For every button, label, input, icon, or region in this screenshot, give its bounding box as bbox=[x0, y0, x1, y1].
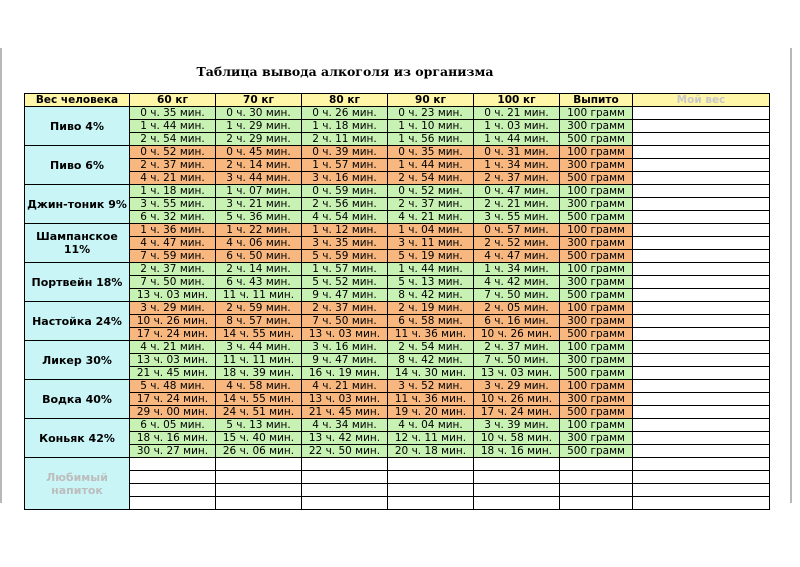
amount-cell: 100 грамм bbox=[560, 380, 633, 393]
time-cell: 1 ч. 12 мин. bbox=[302, 224, 388, 237]
header-drunk: Выпито bbox=[560, 94, 633, 107]
table-row bbox=[25, 341, 770, 354]
favorite-row bbox=[25, 471, 770, 484]
table-body bbox=[25, 107, 770, 510]
my-weight-cell[interactable] bbox=[633, 380, 770, 393]
time-cell: 4 ч. 21 мин. bbox=[388, 211, 474, 224]
time-cell: 2 ч. 14 мин. bbox=[216, 159, 302, 172]
amount-cell: 100 грамм bbox=[560, 224, 633, 237]
amount-cell: 300 грамм bbox=[560, 120, 633, 133]
favorite-cell[interactable] bbox=[130, 484, 216, 497]
amount-cell: 100 грамм bbox=[560, 341, 633, 354]
drink-name: Пиво 4% bbox=[25, 107, 130, 146]
time-cell: 6 ч. 32 мин. bbox=[130, 211, 216, 224]
my-weight-cell[interactable] bbox=[633, 393, 770, 406]
time-cell: 14 ч. 30 мин. bbox=[388, 367, 474, 380]
time-cell: 2 ч. 37 мин. bbox=[474, 341, 560, 354]
amount-cell: 500 грамм bbox=[560, 211, 633, 224]
my-weight-cell[interactable] bbox=[633, 367, 770, 380]
table-row bbox=[25, 250, 770, 263]
time-cell: 2 ч. 37 мин. bbox=[130, 263, 216, 276]
time-cell: 4 ч. 21 мин. bbox=[130, 341, 216, 354]
favorite-row bbox=[25, 484, 770, 497]
time-cell: 14 ч. 55 мин. bbox=[216, 393, 302, 406]
favorite-cell[interactable] bbox=[633, 471, 770, 484]
time-cell: 2 ч. 14 мин. bbox=[216, 263, 302, 276]
amount-cell: 300 грамм bbox=[560, 354, 633, 367]
table-row bbox=[25, 146, 770, 159]
amount-cell: 300 грамм bbox=[560, 237, 633, 250]
time-cell: 2 ч. 37 мин. bbox=[302, 302, 388, 315]
time-cell: 0 ч. 26 мин. bbox=[302, 107, 388, 120]
time-cell: 6 ч. 05 мин. bbox=[130, 419, 216, 432]
amount-cell: 300 грамм bbox=[560, 276, 633, 289]
time-cell: 0 ч. 59 мин. bbox=[302, 185, 388, 198]
favorite-cell[interactable] bbox=[474, 471, 560, 484]
my-weight-cell[interactable] bbox=[633, 107, 770, 120]
favorite-cell[interactable] bbox=[388, 497, 474, 510]
page-title: Таблица вывода алкоголя из организма bbox=[196, 64, 494, 79]
time-cell: 12 ч. 11 мин. bbox=[388, 432, 474, 445]
time-cell: 0 ч. 35 мин. bbox=[130, 107, 216, 120]
time-cell: 2 ч. 29 мин. bbox=[216, 133, 302, 146]
my-weight-cell[interactable] bbox=[633, 172, 770, 185]
time-cell: 0 ч. 30 мин. bbox=[216, 107, 302, 120]
time-cell: 0 ч. 35 мин. bbox=[388, 146, 474, 159]
time-cell: 13 ч. 42 мин. bbox=[302, 432, 388, 445]
time-cell: 18 ч. 16 мин. bbox=[130, 432, 216, 445]
time-cell: 1 ч. 29 мин. bbox=[216, 120, 302, 133]
table-row bbox=[25, 380, 770, 393]
favorite-cell[interactable] bbox=[130, 497, 216, 510]
favorite-cell[interactable] bbox=[474, 458, 560, 471]
time-cell: 9 ч. 47 мин. bbox=[302, 354, 388, 367]
time-cell: 13 ч. 03 мин. bbox=[474, 367, 560, 380]
page-edge-right bbox=[790, 48, 792, 503]
my-weight-cell[interactable] bbox=[633, 198, 770, 211]
time-cell: 2 ч. 59 мин. bbox=[216, 302, 302, 315]
amount-cell: 500 грамм bbox=[560, 445, 633, 458]
favorite-cell[interactable] bbox=[302, 497, 388, 510]
time-cell: 3 ч. 16 мин. bbox=[302, 172, 388, 185]
time-cell: 21 ч. 45 мин. bbox=[130, 367, 216, 380]
my-weight-cell[interactable] bbox=[633, 445, 770, 458]
time-cell: 10 ч. 26 мин. bbox=[474, 328, 560, 341]
table-row bbox=[25, 354, 770, 367]
table-row bbox=[25, 419, 770, 432]
time-cell: 2 ч. 21 мин. bbox=[474, 198, 560, 211]
time-cell: 1 ч. 36 мин. bbox=[130, 224, 216, 237]
time-cell: 0 ч. 52 мин. bbox=[388, 185, 474, 198]
time-cell: 26 ч. 06 мин. bbox=[216, 445, 302, 458]
time-cell: 1 ч. 04 мин. bbox=[388, 224, 474, 237]
drink-name: Пиво 6% bbox=[25, 146, 130, 185]
time-cell: 1 ч. 44 мин. bbox=[474, 133, 560, 146]
my-weight-cell[interactable] bbox=[633, 211, 770, 224]
time-cell: 1 ч. 07 мин. bbox=[216, 185, 302, 198]
header-my-weight: Мой вес bbox=[633, 94, 770, 107]
table-row bbox=[25, 198, 770, 211]
time-cell: 3 ч. 39 мин. bbox=[474, 419, 560, 432]
time-cell: 5 ч. 13 мин. bbox=[216, 419, 302, 432]
time-cell: 0 ч. 52 мин. bbox=[130, 146, 216, 159]
favorite-cell[interactable] bbox=[633, 497, 770, 510]
table-row bbox=[25, 302, 770, 315]
my-weight-cell[interactable] bbox=[633, 315, 770, 328]
favorite-cell[interactable] bbox=[633, 458, 770, 471]
time-cell: 4 ч. 47 мин. bbox=[130, 237, 216, 250]
favorite-cell[interactable] bbox=[216, 497, 302, 510]
table-row bbox=[25, 406, 770, 419]
time-cell: 29 ч. 00 мин. bbox=[130, 406, 216, 419]
time-cell: 1 ч. 22 мин. bbox=[216, 224, 302, 237]
favorite-cell[interactable] bbox=[633, 484, 770, 497]
time-cell: 15 ч. 40 мин. bbox=[216, 432, 302, 445]
amount-cell: 500 грамм bbox=[560, 250, 633, 263]
my-weight-cell[interactable] bbox=[633, 263, 770, 276]
time-cell: 4 ч. 42 мин. bbox=[474, 276, 560, 289]
table-row bbox=[25, 432, 770, 445]
my-weight-cell[interactable] bbox=[633, 159, 770, 172]
amount-cell: 500 грамм bbox=[560, 328, 633, 341]
time-cell: 3 ч. 44 мин. bbox=[216, 172, 302, 185]
favorite-cell[interactable] bbox=[560, 484, 633, 497]
time-cell: 7 ч. 50 мин. bbox=[474, 289, 560, 302]
time-cell: 5 ч. 19 мин. bbox=[388, 250, 474, 263]
time-cell: 7 ч. 50 мин. bbox=[302, 315, 388, 328]
time-cell: 16 ч. 19 мин. bbox=[302, 367, 388, 380]
favorite-cell[interactable] bbox=[130, 458, 216, 471]
table-row bbox=[25, 393, 770, 406]
time-cell: 5 ч. 52 мин. bbox=[302, 276, 388, 289]
favorite-cell[interactable] bbox=[216, 471, 302, 484]
time-cell: 2 ч. 54 мин. bbox=[388, 172, 474, 185]
time-cell: 4 ч. 47 мин. bbox=[474, 250, 560, 263]
time-cell: 10 ч. 58 мин. bbox=[474, 432, 560, 445]
time-cell: 0 ч. 39 мин. bbox=[302, 146, 388, 159]
time-cell: 2 ч. 19 мин. bbox=[388, 302, 474, 315]
time-cell: 18 ч. 39 мин. bbox=[216, 367, 302, 380]
time-cell: 8 ч. 42 мин. bbox=[388, 354, 474, 367]
favorite-cell[interactable] bbox=[302, 484, 388, 497]
amount-cell: 100 грамм bbox=[560, 146, 633, 159]
amount-cell: 300 грамм bbox=[560, 393, 633, 406]
time-cell: 2 ч. 11 мин. bbox=[302, 133, 388, 146]
header-weight: Вес человека bbox=[25, 94, 130, 107]
favorite-cell[interactable] bbox=[474, 497, 560, 510]
header-70kg: 70 кг bbox=[216, 94, 302, 107]
time-cell: 5 ч. 59 мин. bbox=[302, 250, 388, 263]
header-90kg: 90 кг bbox=[388, 94, 474, 107]
time-cell: 2 ч. 54 мин. bbox=[130, 133, 216, 146]
my-weight-cell[interactable] bbox=[633, 250, 770, 263]
favorite-cell[interactable] bbox=[560, 458, 633, 471]
amount-cell: 100 грамм bbox=[560, 419, 633, 432]
time-cell: 2 ч. 37 мин. bbox=[130, 159, 216, 172]
favorite-cell[interactable] bbox=[388, 458, 474, 471]
amount-cell: 500 грамм bbox=[560, 133, 633, 146]
time-cell: 0 ч. 57 мин. bbox=[474, 224, 560, 237]
favorite-cell[interactable] bbox=[388, 484, 474, 497]
time-cell: 13 ч. 03 мин. bbox=[130, 354, 216, 367]
favorite-row bbox=[25, 497, 770, 510]
time-cell: 3 ч. 21 мин. bbox=[216, 198, 302, 211]
time-cell: 3 ч. 29 мин. bbox=[474, 380, 560, 393]
my-weight-cell[interactable] bbox=[633, 406, 770, 419]
table-row bbox=[25, 172, 770, 185]
table-row bbox=[25, 263, 770, 276]
time-cell: 4 ч. 04 мин. bbox=[388, 419, 474, 432]
my-weight-cell[interactable] bbox=[633, 237, 770, 250]
time-cell: 7 ч. 50 мин. bbox=[130, 276, 216, 289]
time-cell: 4 ч. 34 мин. bbox=[302, 419, 388, 432]
favorite-row bbox=[25, 458, 770, 471]
favorite-cell[interactable] bbox=[130, 471, 216, 484]
alcohol-table bbox=[24, 93, 770, 510]
time-cell: 3 ч. 35 мин. bbox=[302, 237, 388, 250]
table-row bbox=[25, 445, 770, 458]
time-cell: 2 ч. 37 мин. bbox=[474, 172, 560, 185]
time-cell: 7 ч. 59 мин. bbox=[130, 250, 216, 263]
time-cell: 1 ч. 34 мин. bbox=[474, 159, 560, 172]
time-cell: 3 ч. 16 мин. bbox=[302, 341, 388, 354]
amount-cell: 100 грамм bbox=[560, 302, 633, 315]
table-row bbox=[25, 276, 770, 289]
favorite-cell[interactable] bbox=[216, 484, 302, 497]
drink-name: Настойка 24% bbox=[25, 302, 130, 341]
amount-cell: 500 грамм bbox=[560, 406, 633, 419]
time-cell: 24 ч. 51 мин. bbox=[216, 406, 302, 419]
header-60kg: 60 кг bbox=[130, 94, 216, 107]
time-cell: 6 ч. 43 мин. bbox=[216, 276, 302, 289]
time-cell: 8 ч. 57 мин. bbox=[216, 315, 302, 328]
time-cell: 19 ч. 20 мин. bbox=[388, 406, 474, 419]
favorite-cell[interactable] bbox=[388, 471, 474, 484]
time-cell: 2 ч. 05 мин. bbox=[474, 302, 560, 315]
amount-cell: 300 грамм bbox=[560, 159, 633, 172]
drink-name: Ликер 30% bbox=[25, 341, 130, 380]
time-cell: 0 ч. 21 мин. bbox=[474, 107, 560, 120]
time-cell: 5 ч. 36 мин. bbox=[216, 211, 302, 224]
time-cell: 18 ч. 16 мин. bbox=[474, 445, 560, 458]
time-cell: 14 ч. 55 мин. bbox=[216, 328, 302, 341]
time-cell: 6 ч. 50 мин. bbox=[216, 250, 302, 263]
time-cell: 11 ч. 36 мин. bbox=[388, 393, 474, 406]
amount-cell: 500 грамм bbox=[560, 367, 633, 380]
favorite-cell[interactable] bbox=[302, 458, 388, 471]
time-cell: 3 ч. 11 мин. bbox=[388, 237, 474, 250]
time-cell: 13 ч. 03 мин. bbox=[302, 393, 388, 406]
time-cell: 17 ч. 24 мин. bbox=[474, 406, 560, 419]
time-cell: 1 ч. 34 мин. bbox=[474, 263, 560, 276]
header-80kg: 80 кг bbox=[302, 94, 388, 107]
time-cell: 17 ч. 24 мин. bbox=[130, 328, 216, 341]
time-cell: 4 ч. 21 мин. bbox=[302, 380, 388, 393]
time-cell: 1 ч. 57 мин. bbox=[302, 159, 388, 172]
my-weight-cell[interactable] bbox=[633, 133, 770, 146]
time-cell: 1 ч. 57 мин. bbox=[302, 263, 388, 276]
amount-cell: 100 грамм bbox=[560, 185, 633, 198]
time-cell: 13 ч. 03 мин. bbox=[302, 328, 388, 341]
time-cell: 0 ч. 23 мин. bbox=[388, 107, 474, 120]
time-cell: 11 ч. 11 мин. bbox=[216, 289, 302, 302]
table-row bbox=[25, 211, 770, 224]
table-row bbox=[25, 107, 770, 120]
table-row bbox=[25, 120, 770, 133]
time-cell: 1 ч. 10 мин. bbox=[388, 120, 474, 133]
time-cell: 3 ч. 55 мин. bbox=[474, 211, 560, 224]
my-weight-cell[interactable] bbox=[633, 302, 770, 315]
amount-cell: 300 грамм bbox=[560, 315, 633, 328]
table-row bbox=[25, 159, 770, 172]
time-cell: 8 ч. 42 мин. bbox=[388, 289, 474, 302]
time-cell: 4 ч. 54 мин. bbox=[302, 211, 388, 224]
time-cell: 3 ч. 29 мин. bbox=[130, 302, 216, 315]
favorite-cell[interactable] bbox=[560, 471, 633, 484]
table-row bbox=[25, 315, 770, 328]
my-weight-cell[interactable] bbox=[633, 289, 770, 302]
table-row bbox=[25, 185, 770, 198]
favorite-cell[interactable] bbox=[474, 484, 560, 497]
time-cell: 30 ч. 27 мин. bbox=[130, 445, 216, 458]
table-row bbox=[25, 237, 770, 250]
time-cell: 1 ч. 03 мин. bbox=[474, 120, 560, 133]
favorite-cell[interactable] bbox=[216, 458, 302, 471]
table-row bbox=[25, 289, 770, 302]
table-row bbox=[25, 367, 770, 380]
my-weight-cell[interactable] bbox=[633, 341, 770, 354]
time-cell: 3 ч. 55 мин. bbox=[130, 198, 216, 211]
time-cell: 1 ч. 44 мин. bbox=[388, 263, 474, 276]
table-row bbox=[25, 224, 770, 237]
time-cell: 5 ч. 48 мин. bbox=[130, 380, 216, 393]
amount-cell: 300 грамм bbox=[560, 198, 633, 211]
time-cell: 17 ч. 24 мин. bbox=[130, 393, 216, 406]
amount-cell: 300 грамм bbox=[560, 432, 633, 445]
time-cell: 4 ч. 58 мин. bbox=[216, 380, 302, 393]
my-weight-cell[interactable] bbox=[633, 146, 770, 159]
time-cell: 2 ч. 37 мин. bbox=[388, 198, 474, 211]
my-weight-cell[interactable] bbox=[633, 328, 770, 341]
time-cell: 13 ч. 03 мин. bbox=[130, 289, 216, 302]
favorite-cell[interactable] bbox=[560, 497, 633, 510]
my-weight-cell[interactable] bbox=[633, 224, 770, 237]
table-row bbox=[25, 328, 770, 341]
time-cell: 10 ч. 26 мин. bbox=[130, 315, 216, 328]
time-cell: 11 ч. 36 мин. bbox=[388, 328, 474, 341]
time-cell: 22 ч. 50 мин. bbox=[302, 445, 388, 458]
time-cell: 4 ч. 06 мин. bbox=[216, 237, 302, 250]
drink-name: Портвейн 18% bbox=[25, 263, 130, 302]
time-cell: 11 ч. 11 мин. bbox=[216, 354, 302, 367]
time-cell: 1 ч. 56 мин. bbox=[388, 133, 474, 146]
amount-cell: 500 грамм bbox=[560, 289, 633, 302]
time-cell: 6 ч. 16 мин. bbox=[474, 315, 560, 328]
header-row bbox=[25, 94, 770, 107]
time-cell: 3 ч. 52 мин. bbox=[388, 380, 474, 393]
time-cell: 5 ч. 13 мин. bbox=[388, 276, 474, 289]
favorite-cell[interactable] bbox=[302, 471, 388, 484]
my-weight-cell[interactable] bbox=[633, 432, 770, 445]
time-cell: 21 ч. 45 мин. bbox=[302, 406, 388, 419]
amount-cell: 100 грамм bbox=[560, 263, 633, 276]
time-cell: 2 ч. 56 мин. bbox=[302, 198, 388, 211]
time-cell: 3 ч. 44 мин. bbox=[216, 341, 302, 354]
time-cell: 20 ч. 18 мин. bbox=[388, 445, 474, 458]
time-cell: 1 ч. 44 мин. bbox=[388, 159, 474, 172]
time-cell: 1 ч. 18 мин. bbox=[130, 185, 216, 198]
my-weight-cell[interactable] bbox=[633, 419, 770, 432]
drink-name: Шампанское 11% bbox=[25, 224, 130, 263]
drink-name: Водка 40% bbox=[25, 380, 130, 419]
my-weight-cell[interactable] bbox=[633, 354, 770, 367]
my-weight-cell[interactable] bbox=[633, 276, 770, 289]
time-cell: 4 ч. 21 мин. bbox=[130, 172, 216, 185]
favorite-drink-name: Любимый напиток bbox=[25, 458, 130, 510]
table-row bbox=[25, 133, 770, 146]
amount-cell: 100 грамм bbox=[560, 107, 633, 120]
time-cell: 2 ч. 52 мин. bbox=[474, 237, 560, 250]
time-cell: 9 ч. 47 мин. bbox=[302, 289, 388, 302]
time-cell: 1 ч. 44 мин. bbox=[130, 120, 216, 133]
time-cell: 0 ч. 45 мин. bbox=[216, 146, 302, 159]
time-cell: 1 ч. 18 мин. bbox=[302, 120, 388, 133]
time-cell: 10 ч. 26 мин. bbox=[474, 393, 560, 406]
time-cell: 0 ч. 31 мин. bbox=[474, 146, 560, 159]
time-cell: 0 ч. 47 мин. bbox=[474, 185, 560, 198]
my-weight-cell[interactable] bbox=[633, 120, 770, 133]
drink-name: Коньяк 42% bbox=[25, 419, 130, 458]
my-weight-cell[interactable] bbox=[633, 185, 770, 198]
time-cell: 6 ч. 58 мин. bbox=[388, 315, 474, 328]
amount-cell: 500 грамм bbox=[560, 172, 633, 185]
time-cell: 7 ч. 50 мин. bbox=[474, 354, 560, 367]
drink-name: Джин-тоник 9% bbox=[25, 185, 130, 224]
header-100kg: 100 кг bbox=[474, 94, 560, 107]
page-edge-left bbox=[0, 48, 2, 503]
time-cell: 2 ч. 54 мин. bbox=[388, 341, 474, 354]
